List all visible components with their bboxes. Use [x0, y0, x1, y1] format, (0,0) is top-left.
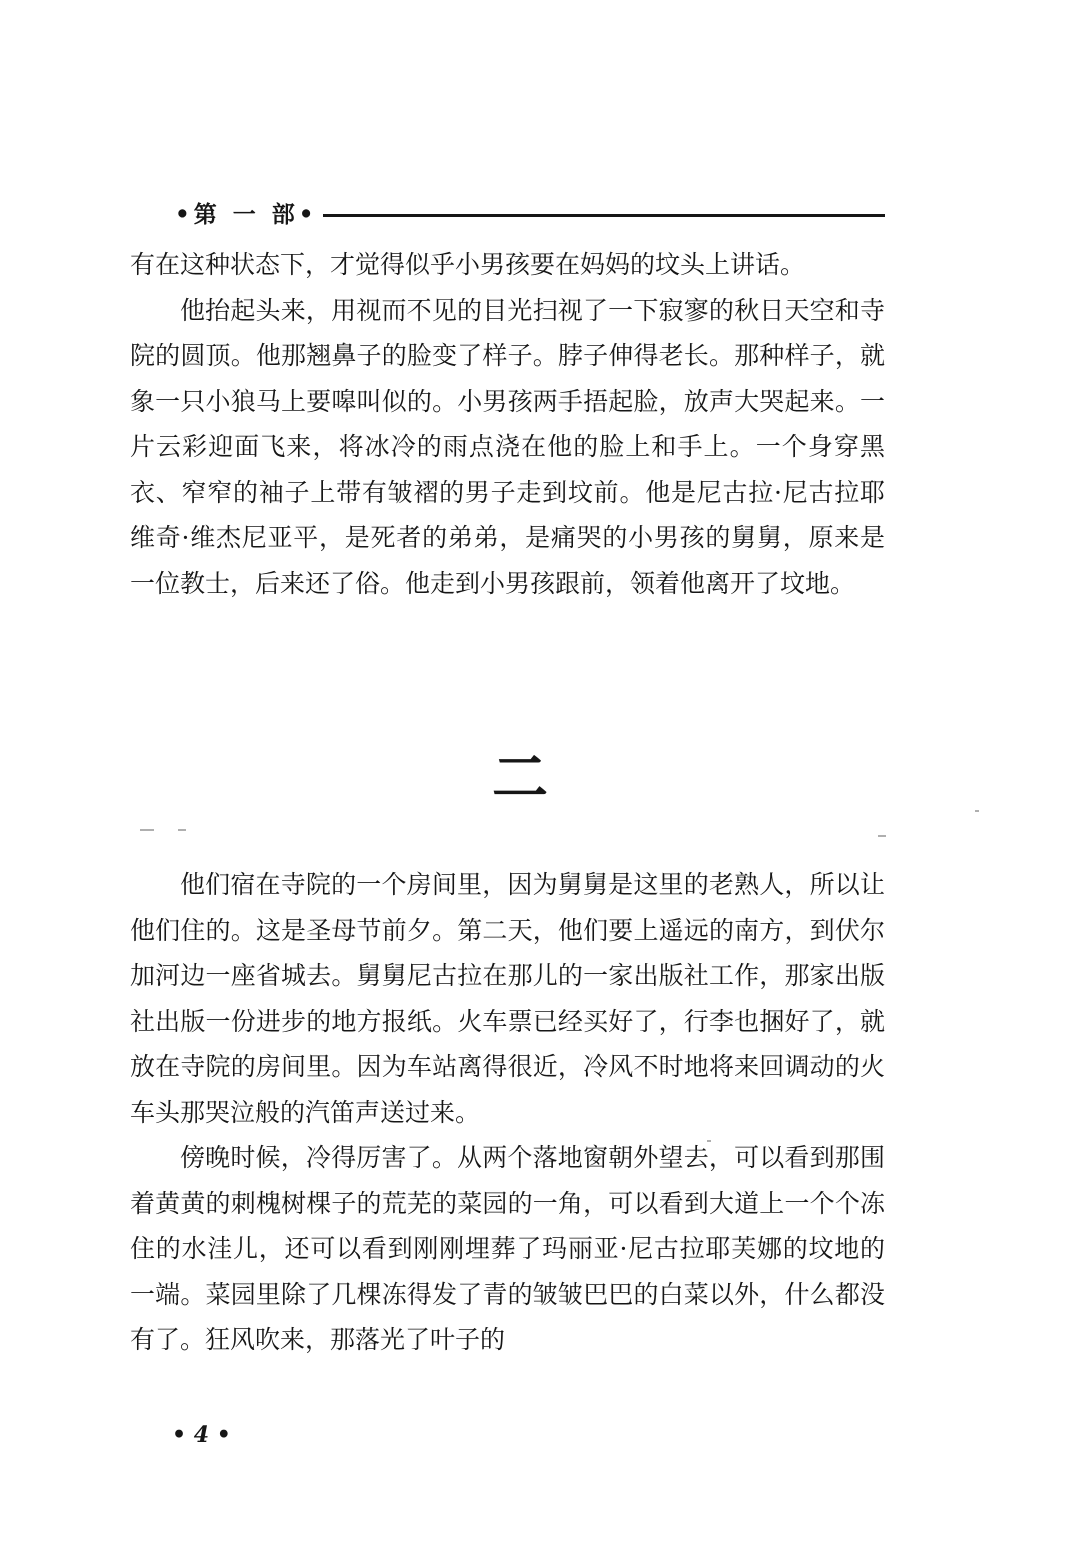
text-block-bottom [130, 862, 885, 1363]
section-number: 二 [492, 745, 548, 811]
scan-speck [975, 810, 979, 812]
scan-speck [178, 829, 186, 831]
paragraph: 他抬起头来，用视而不见的目光扫视了一下寂寥的秋日天空和寺院的圆顶。他那翘鼻子的脸变了样子。脖子伸得老长。那种样子，就象一只小狼马上要嗥叫似的。小男孩两手捂起脸，放声大哭起来。一片云彩迎面飞来，将冰冷的雨点浇在他的脸上和手上。一个身穿黑衣、窄窄的袖子上带有皱褶的男子走到坟前。他是尼古拉·尼古拉耶维奇·维杰尼亚平，是死者的弟弟，是痛哭的小男孩的舅舅，原来是一位教士，后来还了俗。他走到小男孩跟前，领着他离开了坟地。 [130, 295, 885, 598]
page-number: • 4 • [172, 1422, 231, 1448]
paragraph-continued: 有在这种状态下，才觉得似乎小男孩要在妈妈的坟头上讲话。 [130, 250, 806, 279]
text-block-top [130, 242, 885, 606]
paragraph: 傍晚时候，冷得厉害了。从两个落地窗朝外望去，可以看到那围着黄黄的刺槐树棵子的荒芜的菜园的一角，可以看到大道上一个个冻住的水洼儿，还可以看到刚刚埋葬了玛丽亚·尼古拉耶芙娜的坟地的一端。菜园里除了几棵冻得发了青的皱皱巴巴的白菜以外，什么都没有了。狂风吹来，那落光了叶子的 [130, 1143, 885, 1354]
scan-speck [878, 835, 886, 837]
header-rule [323, 214, 885, 217]
scan-speck [140, 829, 154, 831]
part-title: •第 一 部• [175, 201, 318, 228]
paragraph: 他们宿在寺院的一个房间里，因为舅舅是这里的老熟人，所以让他们住的。这是圣母节前夕。第二天，他们要上遥远的南方，到伏尔加河边一座省城去。舅舅尼古拉在那儿的一家出版社工作，那家出版社出版一份进步的地方报纸。火车票已经买好了，行李也捆好了，就放在寺院的房间里。因为车站离得很近，冷风不时地将来回调动的火车头那哭泣般的汽笛声送过来。 [130, 870, 885, 1127]
scan-speck [707, 1140, 711, 1142]
running-header [175, 198, 885, 232]
